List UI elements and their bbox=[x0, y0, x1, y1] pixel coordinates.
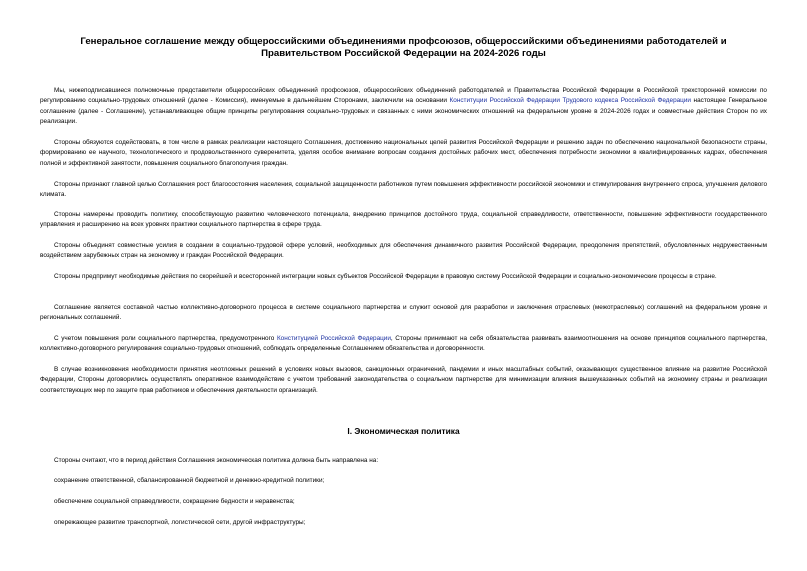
paragraph-crisis: В случае возникновения необходимости принятия неотложных решений в условиях новых вызовов, санкционных ограничений, пандемии и иных масштабных событий, оказывающих существенное влияние на развитие Российской Федерации, Стороны договорились осуществлять оперативное взаимодействие с учетом требований законодательства о социальном партнерстве для минимизации влияния вышеуказанных событий на экономику страны и реализации соответствующих мер по защите прав работников и обеспечения деятельности организаций. bbox=[40, 366, 767, 394]
preamble-text-end: настоящее Генеральное соглашение (далее - Соглашение), устанавливающее общие принципы регулирования социально-трудовых и связанных с ними экономических отношений на федеральном уровне в 2024-2026 годах и совместные действия Сторон по их реализации. bbox=[40, 97, 768, 126]
partnership-text-start: С учетом повышения роли социального партнерства, предусмотренного bbox=[54, 335, 277, 342]
constitution-link[interactable]: Конституции Российской Федерации bbox=[449, 97, 560, 105]
document-title: Генеральное соглашение между общероссийскими объединениями профсоюзов, общероссийскими объединениями работодателей и Правительством Российской Федерации на 2024-2026 годы bbox=[80, 36, 727, 59]
preamble-text-start: Мы, нижеподписавшиеся полномочные представители общероссийских объединений профсоюзов, общероссийских объединений работодателей и Правительства Российской Федерации в Российской трехсторонней комиссии по регулированию социально-трудовых отношений (далее - Комиссия), именуемые в дальнейшем Сторонами, заключили на основании bbox=[40, 87, 767, 105]
section-heading-economic-policy: I. Экономическая политика bbox=[347, 426, 460, 436]
paragraph-social-partnership bbox=[40, 334, 767, 355]
list-item: обеспечение социальной справедливости, сокращение бедности и неравенства; bbox=[54, 498, 295, 505]
list-item: опережающее развитие транспортной, логистической сети, другой инфраструктуры; bbox=[54, 519, 306, 526]
preamble-paragraph bbox=[40, 86, 767, 128]
list-item: сохранение ответственной, сбалансированной бюджетной и денежно-кредитной политики; bbox=[54, 477, 325, 484]
paragraph-efforts: Стороны объединят совместные усилия в создании в социально-трудовой сфере условий, необходимых для обеспечения динамичного развития Российской Федерации, преодоления препятствий, обусловленных недружественным воздействием зарубежных стран на экономику и граждан Российской Федерации. bbox=[40, 242, 767, 260]
constitution-link-2[interactable]: Конституцией Российской Федерации bbox=[276, 335, 391, 342]
paragraph-collective: Соглашение является составной частью коллективно-договорного процесса в системе социального партнерства и служит основой для разработки и заключения отраслевых (межотраслевых) соглашений на федеральном уровне и региональных соглашений. bbox=[40, 304, 767, 322]
paragraph-main-goal: Стороны признают главной целью Соглашения рост благосостояния населения, социальной защищенности работников путем повышения эффективности российской экономики и стимулирования внутреннего спроса, улучшения делового климата. bbox=[40, 181, 767, 199]
paragraph-integration: Стороны предпримут необходимые действия по скорейшей и всесторонней интеграции новых субъектов Российской Федерации в правовую систему Российской Федерации и социально-экономические процессы в стране. bbox=[54, 273, 717, 280]
labor-code-link[interactable]: Трудового кодекса Российской Федерации bbox=[562, 97, 691, 105]
section-intro: Стороны считают, что в период действия Соглашения экономическая политика должна быть направлена на: bbox=[54, 457, 379, 464]
paragraph-policy: Стороны намерены проводить политику, способствующую развитию человеческого потенциала, внедрению принципов достойного труда, социальной справедливости, ответственности, повышение эффективности государственного управления и расширению на всех уровнях практики социального партнерства в сфере труда. bbox=[40, 211, 767, 229]
paragraph-goals: Стороны обязуются содействовать, в том числе в рамках реализации настоящего Соглашения, достижению национальных целей развития Российской Федерации и решению задач по обеспечению национальной безопасности страны, формированию ее научного, технологического и продовольственного суверенитета, уделяя особое внимание вопросам создания достойных рабочих мест, обеспечения потребности экономики в квалифицированных кадрах, обеспечения полной и эффективной занятости, повышения социального благополучия граждан. bbox=[40, 139, 767, 167]
partnership-text-end: , Стороны принимают на себя обязательства развивать взаимоотношения на основе принципов социального партнерства, коллективно-договорного регулирования социально-трудовых отношений, соблюдать определенные Соглашением обязательства и договоренности. bbox=[40, 335, 767, 353]
